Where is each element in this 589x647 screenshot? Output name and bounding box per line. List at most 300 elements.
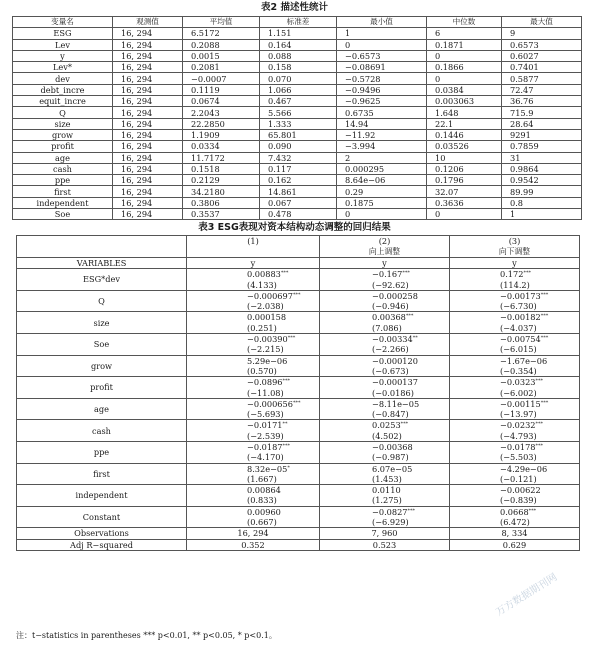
t-statistic: (−6.929)	[320, 517, 450, 528]
t-statistic: (−0.354)	[450, 366, 580, 377]
coefficient-value: −0.000120	[372, 355, 418, 366]
t-statistic: (1.453)	[320, 474, 450, 485]
coefficient-cell	[320, 312, 450, 323]
coefficient-cell	[187, 334, 320, 345]
t-statistic: (−0.987)	[320, 452, 450, 463]
stat-value: 16, 294	[113, 73, 183, 84]
stat-value: 0.3806	[183, 197, 260, 208]
t-statistic: (−6.002)	[450, 388, 580, 399]
coefficient-value: −4.29e−06	[500, 463, 548, 474]
stat-value: 16, 294	[113, 209, 183, 220]
variable-name: profit	[13, 141, 113, 152]
t-statistic: (1.667)	[187, 474, 320, 485]
stats-row	[13, 96, 582, 107]
significance-stars: ***	[540, 313, 549, 320]
coefficient-value: 0.0253	[372, 420, 401, 431]
stat-value: 1	[337, 28, 427, 39]
variable-name: equit_incre	[13, 96, 113, 107]
stat-value: 0.000295	[337, 163, 427, 174]
coefficient-cell	[320, 485, 450, 496]
t-statistic: (−6.730)	[450, 301, 580, 312]
coefficient-cell	[320, 398, 450, 409]
t-statistic: (−0.946)	[320, 301, 450, 312]
significance-stars: ***	[540, 291, 549, 298]
coefficient-cell	[450, 398, 580, 409]
stats-row	[13, 84, 582, 95]
coefficient-cell	[450, 334, 580, 345]
significance-stars: ***	[405, 313, 414, 320]
stat-value: 16, 294	[113, 62, 183, 73]
stats-row	[13, 28, 582, 39]
coefficient-value: 0.0110	[372, 485, 401, 496]
t-statistic: (6.472)	[450, 517, 580, 528]
stats-row	[13, 197, 582, 208]
coefficient-value: −0.00622	[500, 485, 541, 496]
coefficient-value: −0.000258	[372, 290, 418, 301]
descriptive-stats-table	[12, 16, 582, 220]
t-statistic: (−2.215)	[187, 344, 320, 355]
stat-value: 0.067	[260, 197, 337, 208]
t-statistic: (−5.693)	[187, 409, 320, 420]
table2-title: 表2 描述性统计	[261, 2, 328, 13]
significance-stars: ***	[292, 291, 301, 298]
table3-title: 表3 ESG表现对资本结构动态调整的回归结果	[198, 222, 391, 234]
stats-row	[13, 118, 582, 129]
coefficient-cell	[320, 420, 450, 431]
stat-value: 8.64e−06	[337, 175, 427, 186]
coefficient-cell	[187, 506, 320, 517]
coefficient-row	[17, 506, 580, 517]
stats-row	[13, 186, 582, 197]
stat-value: 0.164	[260, 39, 337, 50]
significance-stars: ***	[523, 270, 531, 277]
column-group: 向下调整	[450, 247, 580, 258]
column-number: (1)	[187, 236, 320, 247]
table2-header-cell: 最小值	[337, 17, 427, 28]
stat-value: 16, 294	[113, 175, 183, 186]
blank-cell	[17, 236, 187, 247]
stat-value: 10	[427, 152, 502, 163]
stat-value: 0.0015	[183, 50, 260, 61]
coefficient-cell	[450, 420, 580, 431]
coefficient-cell	[320, 269, 450, 280]
stat-value: 2.2043	[183, 107, 260, 118]
coefficient-cell	[320, 355, 450, 366]
stat-value: 28.64	[502, 118, 582, 129]
coefficient-cell	[450, 355, 580, 366]
coefficient-value: 0.172	[500, 269, 524, 280]
coefficient-cell	[320, 463, 450, 474]
coefficient-cell	[450, 312, 580, 323]
significance-stars: ***	[402, 270, 410, 277]
stat-value: 16, 294	[113, 129, 183, 140]
significance-stars: ***	[280, 270, 289, 277]
coefficient-cell	[187, 398, 320, 409]
coefficient-value: −0.167	[372, 269, 403, 280]
coefficient-row	[17, 269, 580, 280]
coefficient-value: −0.00115	[500, 398, 541, 409]
t-statistic: (−2.266)	[320, 344, 450, 355]
stat-value: 16, 294	[113, 39, 183, 50]
column-group: 向上调整	[320, 247, 450, 258]
stat-value: 0.1866	[427, 62, 502, 73]
stat-value: 31	[502, 152, 582, 163]
stat-value: 0.003063	[427, 96, 502, 107]
significance-stars: ***	[400, 421, 409, 428]
coefficient-value: 5.29e−06	[247, 355, 288, 366]
coefficient-row	[17, 312, 580, 323]
coefficient-value: −0.0896	[247, 377, 283, 388]
t-statistic: (−0.847)	[320, 409, 450, 420]
coefficient-row	[17, 377, 580, 388]
stat-value: 1.066	[260, 84, 337, 95]
stat-value: 0.1119	[183, 84, 260, 95]
observations-row-label: Observations	[17, 528, 187, 539]
stat-value: 0.1871	[427, 39, 502, 50]
coefficient-row	[17, 290, 580, 301]
stat-value: 0.090	[260, 141, 337, 152]
stats-row	[13, 39, 582, 50]
stat-value: 9291	[502, 129, 582, 140]
coefficient-cell	[187, 463, 320, 474]
variable-name: age	[13, 152, 113, 163]
t-statistic: (−4.793)	[450, 431, 580, 442]
watermark: 万方数据期刊网	[494, 571, 560, 619]
regressor-name: profit	[17, 377, 187, 399]
t-statistic: (−0.121)	[450, 474, 580, 485]
t-statistic: (−13.97)	[450, 409, 580, 420]
stat-value: 0.478	[260, 209, 337, 220]
stat-value: 0	[427, 73, 502, 84]
stat-value: −0.9496	[337, 84, 427, 95]
coefficient-value: −0.00390	[247, 334, 288, 345]
t-statistic: (4.133)	[187, 280, 320, 291]
column-number-row	[17, 236, 580, 247]
stat-value: 16, 294	[113, 141, 183, 152]
variable-name: Q	[13, 107, 113, 118]
stat-value: −0.9625	[337, 96, 427, 107]
stat-value: 0.0674	[183, 96, 260, 107]
stat-value: 0.3537	[183, 209, 260, 220]
stat-value: 16, 294	[113, 163, 183, 174]
variable-name: cash	[13, 163, 113, 174]
column-group	[187, 247, 320, 258]
stat-value: 16, 294	[113, 50, 183, 61]
stat-value: 0.1875	[337, 197, 427, 208]
coefficient-value: 0.000158	[247, 312, 287, 323]
table2-header-cell: 观测值	[113, 17, 183, 28]
stats-row	[13, 141, 582, 152]
regressor-name: cash	[17, 420, 187, 442]
stat-value: 7.432	[260, 152, 337, 163]
regressor-name: first	[17, 463, 187, 485]
coefficient-cell	[187, 312, 320, 323]
observations-row	[17, 528, 580, 539]
variable-name: y	[13, 50, 113, 61]
table2-header-cell: 标准差	[260, 17, 337, 28]
coefficient-row	[17, 398, 580, 409]
coefficient-value: −0.00368	[372, 441, 413, 452]
stat-value: −0.5728	[337, 73, 427, 84]
significance-stars: *	[287, 464, 290, 471]
stat-value: 6	[427, 28, 502, 39]
stat-value: 715.9	[502, 107, 582, 118]
variables-row	[17, 257, 580, 268]
stat-value: 72.47	[502, 84, 582, 95]
stat-value: −0.0007	[183, 73, 260, 84]
t-statistic: (−5.503)	[450, 452, 580, 463]
column-number: (2)	[320, 236, 450, 247]
stat-value: 0.03526	[427, 141, 502, 152]
variable-name: Lev*	[13, 62, 113, 73]
stats-row	[13, 175, 582, 186]
t-statistic: (0.667)	[187, 517, 320, 528]
coefficient-cell	[187, 355, 320, 366]
table2-header-cell: 变量名	[13, 17, 113, 28]
observations-row-value: 8, 334	[450, 528, 580, 539]
r-squared-row-value: 0.352	[187, 539, 320, 550]
coefficient-cell	[320, 334, 450, 345]
stat-value: 36.76	[502, 96, 582, 107]
t-statistic: (−2.539)	[187, 431, 320, 442]
stat-value: −11.92	[337, 129, 427, 140]
stat-value: 0.5877	[502, 73, 582, 84]
r-squared-row	[17, 539, 580, 550]
stat-value: 9	[502, 28, 582, 39]
r-squared-row-value: 0.629	[450, 539, 580, 550]
stat-value: 14.94	[337, 118, 427, 129]
stat-value: 16, 294	[113, 152, 183, 163]
variable-name: Lev	[13, 39, 113, 50]
t-statistic: (−11.08)	[187, 388, 320, 399]
observations-row-value: 16, 294	[187, 528, 320, 539]
regressor-name: ESG*dev	[17, 269, 187, 291]
table2-header-cell: 平均值	[183, 17, 260, 28]
stat-value: 0.7401	[502, 62, 582, 73]
coefficient-value: 6.07e−05	[372, 463, 413, 474]
coefficient-cell	[450, 269, 580, 280]
coefficient-cell	[320, 377, 450, 388]
stats-row	[13, 152, 582, 163]
table-note: 注：t−statistics in parentheses *** p<0.01, ** p<0.05, * p<0.1。	[16, 631, 277, 640]
t-statistic: (1.275)	[320, 495, 450, 506]
regressor-name: age	[17, 398, 187, 420]
coefficient-row	[17, 485, 580, 496]
stat-value: 0.3636	[427, 197, 502, 208]
coefficient-row	[17, 334, 580, 345]
coefficient-cell	[320, 441, 450, 452]
variable-name: Soe	[13, 209, 113, 220]
stat-value: 11.7172	[183, 152, 260, 163]
variable-name: debt_incre	[13, 84, 113, 95]
stat-value: 22.1	[427, 118, 502, 129]
coefficient-cell	[187, 269, 320, 280]
coefficient-value: 0.00864	[247, 485, 281, 496]
variable-name: size	[13, 118, 113, 129]
t-statistic: (−4.037)	[450, 323, 580, 334]
stat-value: 1.333	[260, 118, 337, 129]
stat-value: 0.088	[260, 50, 337, 61]
stat-value: 0.070	[260, 73, 337, 84]
stat-value: 0.158	[260, 62, 337, 73]
regressor-name: size	[17, 312, 187, 334]
t-statistic: (−4.170)	[187, 452, 320, 463]
coefficient-row	[17, 420, 580, 431]
stat-value: 0.7859	[502, 141, 582, 152]
stat-value: 0.1796	[427, 175, 502, 186]
stat-value: 0.1206	[427, 163, 502, 174]
stat-value: 0.1518	[183, 163, 260, 174]
stat-value: 2	[337, 152, 427, 163]
coefficient-value: −0.00173	[500, 290, 541, 301]
table2-header-cell: 最大值	[502, 17, 582, 28]
stat-value: 14.861	[260, 186, 337, 197]
coefficient-value: −0.0323	[500, 377, 536, 388]
stat-value: 0.9542	[502, 175, 582, 186]
coefficient-row	[17, 463, 580, 474]
stat-value: 0.0334	[183, 141, 260, 152]
t-statistic: (114.2)	[450, 280, 580, 291]
coefficient-cell	[450, 506, 580, 517]
stat-value: 0	[337, 39, 427, 50]
t-statistic: (−0.839)	[450, 495, 580, 506]
stats-row	[13, 73, 582, 84]
observations-row-value: 7, 960	[320, 528, 450, 539]
t-statistic: (−2.038)	[187, 301, 320, 312]
t-statistic: (0.251)	[187, 323, 320, 334]
stat-value: 0.1446	[427, 129, 502, 140]
t-statistic: (−6.015)	[450, 344, 580, 355]
significance-stars: **	[282, 421, 288, 428]
r-squared-row-label: Adj R−squared	[17, 539, 187, 550]
stat-value: 0	[427, 50, 502, 61]
stat-value: 16, 294	[113, 107, 183, 118]
column-number: (3)	[450, 236, 580, 247]
stats-row	[13, 209, 582, 220]
stat-value: 0.9864	[502, 163, 582, 174]
stat-value: 89.99	[502, 186, 582, 197]
stat-value: 0.2081	[183, 62, 260, 73]
coefficient-value: −0.0232	[500, 420, 536, 431]
stat-value: 34.2180	[183, 186, 260, 197]
blank-cell	[17, 247, 187, 258]
stat-value: 0.467	[260, 96, 337, 107]
stat-value: 16, 294	[113, 96, 183, 107]
coefficient-value: −0.0827	[372, 506, 408, 517]
stats-row	[13, 62, 582, 73]
coefficient-value: 0.0668	[500, 506, 529, 517]
t-statistic: (0.570)	[187, 366, 320, 377]
coefficient-row	[17, 441, 580, 452]
significance-stars: ***	[535, 421, 544, 428]
stat-value: 1.151	[260, 28, 337, 39]
variable-name: grow	[13, 129, 113, 140]
stat-value: 0.0384	[427, 84, 502, 95]
significance-stars: ***	[535, 378, 544, 385]
stat-value: −3.994	[337, 141, 427, 152]
stats-row	[13, 50, 582, 61]
dependent-variable: y	[450, 257, 580, 268]
coefficient-value: 0.00960	[247, 506, 281, 517]
stat-value: 22.2850	[183, 118, 260, 129]
t-statistic: (−92.62)	[320, 280, 450, 291]
stat-value: 5.566	[260, 107, 337, 118]
r-squared-row-value: 0.523	[320, 539, 450, 550]
t-statistic: (−0.673)	[320, 366, 450, 377]
coefficient-value: −0.000137	[372, 377, 418, 388]
significance-stars: ***	[282, 442, 291, 449]
stat-value: 16, 294	[113, 186, 183, 197]
stat-value: 0.6735	[337, 107, 427, 118]
t-statistic: (7.086)	[320, 323, 450, 334]
coefficient-cell	[450, 441, 580, 452]
coefficient-cell	[450, 290, 580, 301]
stat-value: 0.29	[337, 186, 427, 197]
significance-stars: ***	[535, 442, 544, 449]
coefficient-value: −1.67e−06	[500, 355, 548, 366]
stat-value: 16, 294	[113, 197, 183, 208]
dependent-variable: y	[187, 257, 320, 268]
stat-value: 16, 294	[113, 118, 183, 129]
significance-stars: **	[412, 335, 418, 342]
variable-name: dev	[13, 73, 113, 84]
coefficient-row	[17, 355, 580, 366]
table2-header-cell: 中位数	[427, 17, 502, 28]
variable-name: ESG	[13, 28, 113, 39]
stat-value: 16, 294	[113, 28, 183, 39]
coefficient-cell	[450, 377, 580, 388]
regressor-name: Q	[17, 290, 187, 312]
dependent-variable: y	[320, 257, 450, 268]
column-group-row	[17, 247, 580, 258]
regression-results-table	[16, 235, 580, 551]
stat-value: 1.648	[427, 107, 502, 118]
stat-value: 6.5172	[183, 28, 260, 39]
significance-stars: ***	[528, 507, 537, 514]
stat-value: 1	[502, 209, 582, 220]
stat-value: −0.6573	[337, 50, 427, 61]
stat-value: 1.1909	[183, 129, 260, 140]
stat-value: 0.117	[260, 163, 337, 174]
t-statistic: (0.833)	[187, 495, 320, 506]
coefficient-cell	[187, 377, 320, 388]
t-statistic: (−0.0186)	[320, 388, 450, 399]
stat-value: −0.08691	[337, 62, 427, 73]
coefficient-value: 0.00883	[247, 269, 281, 280]
coefficient-cell	[187, 420, 320, 431]
coefficient-cell	[450, 463, 580, 474]
significance-stars: ***	[540, 399, 549, 406]
coefficient-value: −0.000656	[247, 398, 293, 409]
stats-row	[13, 107, 582, 118]
coefficient-value: −0.00182	[500, 312, 541, 323]
stat-value: 0.8	[502, 197, 582, 208]
significance-stars: ***	[287, 335, 296, 342]
regressor-name: ppe	[17, 441, 187, 463]
coefficient-cell	[450, 485, 580, 496]
coefficient-cell	[320, 506, 450, 517]
stat-value: 0.6027	[502, 50, 582, 61]
regressor-name: Soe	[17, 334, 187, 356]
coefficient-value: −0.0171	[247, 420, 283, 431]
regressor-name: grow	[17, 355, 187, 377]
variable-name: ppe	[13, 175, 113, 186]
stat-value: 0.6573	[502, 39, 582, 50]
table2-header-row	[13, 17, 582, 28]
stat-value: 0.162	[260, 175, 337, 186]
variable-name: independent	[13, 197, 113, 208]
stat-value: 0	[337, 209, 427, 220]
